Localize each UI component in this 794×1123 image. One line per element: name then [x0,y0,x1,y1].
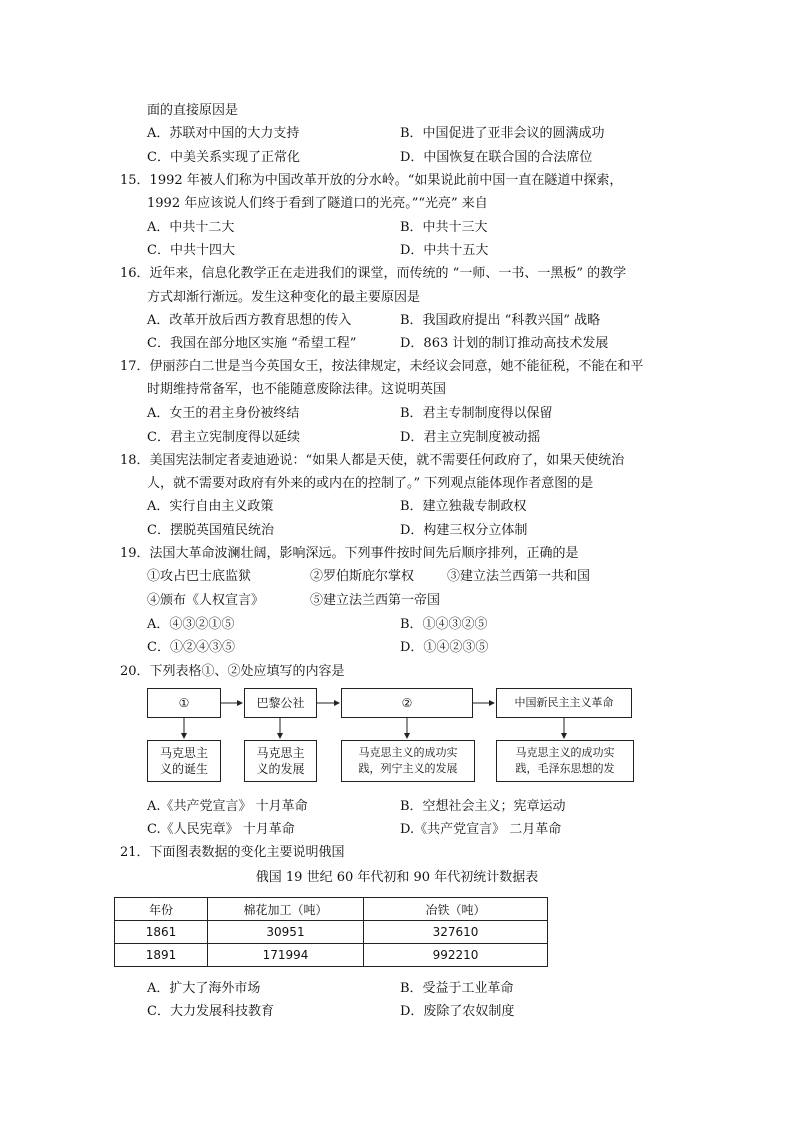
q18-option-c[interactable]: C．摆脱英国殖民统治 [147,523,274,538]
table-header-cotton: 棉花加工（吨） [208,898,364,921]
q17-stem-line1: 17．伊丽莎白二世是当今英国女王，按法律规定，未经议会同意，她不能征税，不能在和平 [120,359,644,374]
q21-stem-line1: 21．下面图表数据的变化主要说明俄国 [120,845,345,860]
flow-result-4-line1: 马克思主义的成功实 [515,746,615,759]
q15-stem-line2: 1992 年应该说人们终于看到了隧道口的光亮。”“光亮” 来自 [147,196,488,211]
q17-option-c[interactable]: C．君主立宪制度得以延续 [147,430,300,445]
q14-option-a[interactable]: A．苏联对中国的大力支持 [147,126,300,141]
q15-option-b[interactable]: B．中共十三大 [400,220,488,235]
flow-result-2-line2: 义的发展 [256,762,305,776]
flow-result-3-line1: 马克思主义的成功实 [358,746,458,759]
q18-option-b[interactable]: B．建立独裁专制政权 [400,499,527,514]
table-row [115,921,548,944]
table-title: 俄国 19 世纪 60 年代初和 90 年代初统计数据表 [255,870,539,885]
q19-option-d[interactable]: D．①④②③⑤ [400,640,489,655]
q15-option-d[interactable]: D．中共十五大 [400,243,489,258]
table-row [115,944,548,967]
q18-stem-line2: 人，就不需要对政府有外来的或内在的控制了。” 下列观点能体现作者意图的是 [147,476,594,491]
flow-box-blank-2: ② [341,688,473,718]
q14-stem-tail: 面的直接原因是 [147,103,239,118]
table-cell-year: 1861 [115,921,208,944]
flow-box-blank-1: ① [147,688,221,718]
table-header-year: 年份 [115,898,208,921]
q19-event-1: ①攻占巴士底监狱 [147,569,252,584]
q19-option-b[interactable]: B．①④③②⑤ [400,617,488,632]
stat-table [114,897,548,967]
q20-stem-line1: 20．下列表格①、②处应填写的内容是 [120,664,345,679]
q16-option-c[interactable]: C．我国在部分地区实施 “希望工程” [147,336,357,351]
q15-option-a[interactable]: A．中共十二大 [147,220,235,235]
q16-option-a[interactable]: A．改革开放后西方教育思想的传入 [147,313,352,328]
q17-option-b[interactable]: B．君主专制制度得以保留 [400,406,553,421]
table-header-row [115,898,548,921]
q20-option-a[interactable]: A.《共产党宣言》 十月革命 [147,799,308,814]
q21-option-a[interactable]: A．扩大了海外市场 [147,981,261,996]
q17-stem-line2: 时期维持常备军，也不能随意废除法律。这说明英国 [147,382,447,397]
q20-option-b[interactable]: B．空想社会主义；宪章运动 [400,799,566,814]
q19-event-4: ④颁布《人权宣言》 [147,593,265,608]
q17-option-d[interactable]: D．君主立宪制度被动摇 [400,430,541,445]
table-cell-cotton: 30951 [208,921,364,944]
table-cell-year: 1891 [115,944,208,967]
q21-option-b[interactable]: B．受益于工业革命 [400,981,514,996]
q19-option-c[interactable]: C．①②④③⑤ [147,640,235,655]
q16-stem-line1: 16．近年来，信息化教学正在走进我们的课堂，而传统的 “一师、一书、一黑板” 的教学 [120,266,627,281]
flow-result-1-line1: 马克思主 [159,746,208,760]
table-cell-cotton: 171994 [208,944,364,967]
q20-option-c[interactable]: C.《人民宪章》 十月革命 [147,822,295,837]
q21-option-d[interactable]: D．废除了农奴制度 [400,1004,515,1019]
q15-option-c[interactable]: C．中共十四大 [147,243,235,258]
flow-result-1-line2: 义的诞生 [159,762,208,776]
q19-option-a[interactable]: A．④③②①⑤ [147,617,235,632]
q16-option-d[interactable]: D．863 计划的制订推动高技术发展 [400,336,609,351]
table-header-iron: 冶铁（吨） [364,898,548,921]
q16-stem-line2: 方式却渐行渐远。发生这种变化的最主要原因是 [147,290,421,305]
q19-stem-line1: 19．法国大革命波澜壮阔，影响深远。下列事件按时间先后顺序排列，正确的是 [120,546,579,561]
q18-option-d[interactable]: D．构建三权分立体制 [400,523,528,538]
q19-event-2: ②罗伯斯庇尔掌权 [310,569,415,584]
q19-event-5: ⑤建立法兰西第一帝国 [310,593,441,608]
flow-box-chinese-revolution: 中国新民主主义革命 [496,688,632,718]
flow-result-3-line2: 践，列宁主义的发展 [358,762,458,775]
flow-result-4-line2: 践，毛泽东思想的发 [515,762,615,775]
flow-box-paris-commune: 巴黎公社 [244,688,317,718]
q14-option-b[interactable]: B．中国促进了亚非会议的圆满成功 [400,126,605,141]
q18-stem-line1: 18．美国宪法制定者麦迪逊说：“如果人都是天使，就不需要任何政府了，如果天使统治 [120,453,625,468]
table-cell-iron: 992210 [364,944,548,967]
q16-option-b[interactable]: B．我国政府提出 “科教兴国” 战略 [400,313,601,328]
q18-option-a[interactable]: A．实行自由主义政策 [147,499,274,514]
flow-result-2-line1: 马克思主 [256,746,305,760]
q19-event-3: ③建立法兰西第一共和国 [447,569,591,584]
q20-option-d[interactable]: D.《共产党宣言》 二月革命 [400,822,562,837]
q14-option-d[interactable]: D．中国恢复在联合国的合法席位 [400,150,593,165]
q17-option-a[interactable]: A．女王的君主身份被终结 [147,406,300,421]
q14-option-c[interactable]: C．中美关系实现了正常化 [147,150,300,165]
table-cell-iron: 327610 [364,921,548,944]
q21-option-c[interactable]: C．大力发展科技教育 [147,1004,274,1019]
q15-stem-line1: 15．1992 年被人们称为中国改革开放的分水岭。“如果说此前中国一直在隧道中探索， [120,173,623,188]
